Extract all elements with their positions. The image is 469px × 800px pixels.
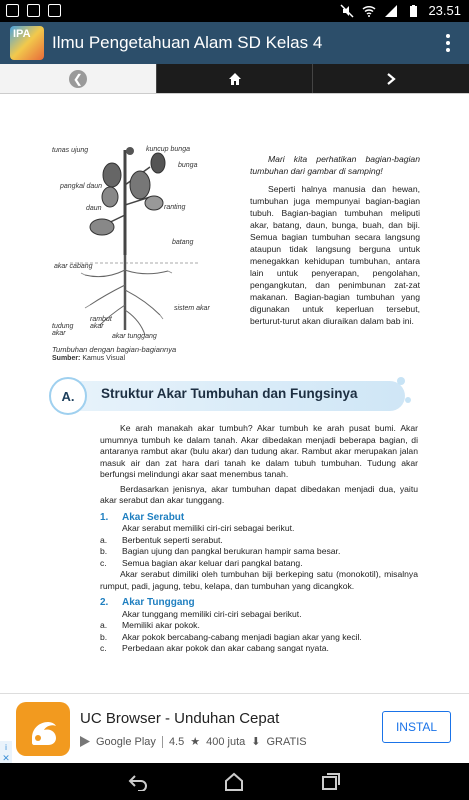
book-page[interactable] [0, 95, 469, 693]
subsection-heading-2: 2. Akar Tunggang [100, 597, 195, 608]
subsection-2-intro: Akar tunggang memiliki ciri-ciri sebagai berikut. [122, 608, 302, 619]
intro-text [250, 153, 420, 327]
list-item: c. Perbedaan akar pokok dan akar cabang sangat nyata. [100, 643, 329, 653]
label-tunas-ujung: tunas ujung [52, 147, 89, 154]
app-title: Ilmu Pengetahuan Alam SD Kelas 4 [52, 33, 323, 52]
label-rambut-akar: rambut akar [90, 316, 112, 330]
figure-source: Sumber: Kamus Visual [52, 355, 126, 362]
recent-apps-icon[interactable] [320, 772, 342, 792]
section-heading [45, 375, 415, 415]
page-navigation [0, 64, 469, 94]
label-ranting: ranting [164, 204, 186, 211]
app-bar [0, 22, 469, 64]
subsection-1-closing: Akar serabut dimiliki oleh tumbuhan biji berkeping satu (monokotil), misalnya rumput, padi, jagung, tebu, kelapa, dan tumbuhan yang dicangkok. [100, 569, 418, 591]
ad-banner[interactable] [0, 693, 469, 763]
subsection-1-intro: Akar serabut memiliki ciri-ciri sebagai berikut. [122, 523, 295, 533]
ad-store: Google Play [96, 735, 156, 748]
section-letter: A. [49, 377, 87, 415]
intro-paragraph-2: Seperti halnya manusia dan hewan, tumbuhan juga mempunyai bagian-bagian tubuh. Bagian-bagian tumbuhan meliputi akar, batang, daun, bunga, buah, dan biji. Semua bagian tumbuhan secara langsung ataupun tidak langsung berguna untuk menegakkan kehidupan tumbuhan, antara lain untuk penyerapan, pengolahan, pengangkutan, dan penimbunan zat-zat makanan. Bagian-bagian tumbuhan yang digunakan untuk keperluan tersebut, berturut-turut akan diuraikan dalam bab ini. [250, 184, 420, 326]
chevron-right-icon [385, 73, 397, 85]
ad-close-icon[interactable]: ✕ [0, 752, 12, 764]
ad-price: GRATIS [266, 735, 307, 748]
body-paragraph-1: Ke arah manakah akar tumbuh? Akar tumbuh ke arah pusat bumi. Akar umumnya tumbuh ke dalam tanah. Akar dibedakan menjadi beberapa bagian, di antaranya rambut akar (bulu akar) dan tudung akar. Rambut akar merupakan jalan masuk air dan zat hara dari tanah ke dalam tubuh tumbuhan. Tudung akar berfungsi melindungi akar saat menembus tanah. [100, 423, 418, 479]
home-icon [228, 72, 242, 86]
figure-caption: Tumbuhan dengan bagian-bagiannya [52, 345, 177, 354]
list-item: a. Berbentuk seperti serabut. [100, 534, 223, 545]
overflow-menu-button[interactable] [433, 22, 463, 64]
label-tudung-akar: tudung akar [52, 323, 74, 337]
bag-notification-icon [27, 4, 40, 17]
list-item: b. Bagian ujung dan pangkal berukuran hampir sama besar. [100, 546, 341, 556]
system-navigation-bar [0, 763, 469, 800]
chevron-left-icon: ❮ [69, 70, 87, 88]
label-bunga: bunga [178, 162, 198, 169]
notification-icons [6, 4, 61, 17]
previous-page-button[interactable] [0, 64, 156, 93]
next-page-button[interactable] [312, 64, 469, 93]
uc-browser-logo-icon[interactable] [16, 702, 70, 756]
label-pangkal-daun: pangkal daun [60, 183, 103, 190]
label-kuncup-bunga: kuncup bunga [146, 146, 190, 153]
star-icon: ★ [190, 736, 201, 748]
image-notification-icon [6, 4, 19, 17]
wifi-icon [362, 4, 376, 18]
label-batang: batang [172, 239, 194, 246]
mute-icon [340, 4, 354, 18]
section-body [100, 423, 418, 655]
ad-downloads: 400 juta [206, 735, 246, 748]
system-status-icons [340, 3, 461, 18]
plant-diagram [50, 145, 230, 345]
decor-bubble [397, 377, 405, 385]
status-bar [0, 0, 469, 22]
list-item: c. Semua bagian akar keluar dari pangkal batang. [100, 557, 303, 568]
body-paragraph-2: Berdasarkan jenisnya, akar tumbuhan dapat dibedakan menjadi dua, yaitu akar serabut dan akar tunggang. [100, 483, 418, 505]
app-notification-icon [48, 4, 61, 17]
decor-bubble [405, 397, 411, 403]
clock: 23.51 [428, 3, 461, 18]
intro-paragraph-1: Mari kita perhatikan bagian-bagian tumbuhan dari gambar di samping! [250, 154, 420, 176]
app-logo-icon: IPA [10, 26, 44, 60]
back-icon[interactable] [127, 773, 149, 791]
label-sistem-akar: sistem akar [174, 305, 210, 312]
list-item: a. Memiliki akar pokok. [100, 620, 200, 630]
battery-icon [406, 4, 420, 18]
section-title: Struktur Akar Tumbuhan dan Fungsinya [101, 386, 358, 401]
list-item: b. Akar pokok bercabang-cabang menjadi bagian akar yang kecil. [100, 631, 362, 642]
install-button[interactable]: INSTAL [382, 711, 451, 743]
home-button[interactable] [156, 64, 313, 93]
download-icon: ⬇ [251, 736, 261, 748]
label-akar-cabang: akar cabang [54, 263, 93, 270]
ad-meta [80, 735, 307, 748]
ad-title[interactable]: UC Browser - Unduhan Cepat [80, 710, 280, 727]
ad-info-icon[interactable]: i [0, 741, 12, 753]
label-akar-tunggang: akar tunggang [112, 333, 157, 340]
subsection-heading-1: 1. Akar Serabut [100, 511, 185, 523]
signal-icon [384, 4, 398, 18]
home-nav-icon[interactable] [223, 772, 245, 792]
google-play-icon [80, 736, 90, 747]
label-daun: daun [86, 205, 102, 212]
ad-rating: 4.5 [168, 735, 185, 748]
plant-illustration [50, 145, 230, 345]
